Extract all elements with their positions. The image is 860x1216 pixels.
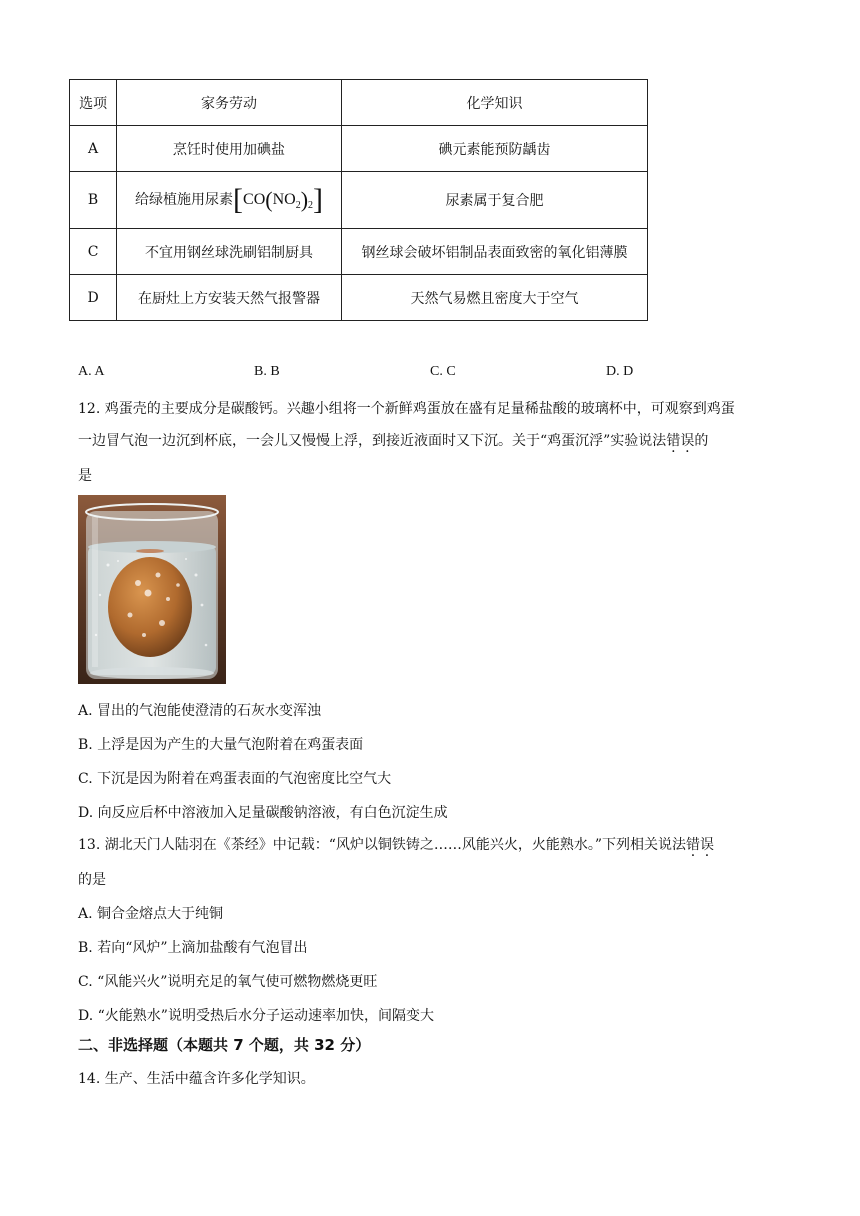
row-knowledge: 尿素属于复合肥 <box>341 172 647 229</box>
q12-stem-line2: 一边冒气泡一边沉到杯底，一会儿又慢慢上浮，到接近液面时又下沉。关于“鸡蛋沉浮”实验说法错误的 <box>78 433 709 449</box>
table-row <box>70 172 648 229</box>
q12-option-d: D. 向反应后杯中溶液加入足量碳酸钠溶液，有白色沉淀生成 <box>78 805 448 821</box>
row-knowledge: 天然气易燃且密度大于空气 <box>341 275 647 321</box>
q11-option-d: D. D <box>606 364 634 379</box>
row-option: D <box>70 275 117 321</box>
q12-option-c: C. 下沉是因为附着在鸡蛋表面的气泡密度比空气大 <box>78 771 392 787</box>
q12-stem-line1: 12. 鸡蛋壳的主要成分是碳酸钙。兴趣小组将一个新鲜鸡蛋放在盛有足量稀盐酸的玻璃杯中，可观察到鸡蛋 <box>78 401 735 417</box>
q13-stem-line2: 的是 <box>78 872 106 888</box>
urea-formula: [ CO ( NO 2 ) 2 ] <box>233 183 324 216</box>
q13-option-c: C. “风能兴火”说明充足的氧气使可燃物燃烧更旺 <box>78 974 378 990</box>
row-knowledge: 钢丝球会破坏铝制品表面致密的氧化铝薄膜 <box>341 229 647 275</box>
row-option: B <box>70 172 117 229</box>
q11-option-b: B. B <box>254 364 280 379</box>
table-row <box>70 126 648 172</box>
section-heading: 二、非选择题（本题共 7 个题，共 32 分） <box>78 1036 371 1054</box>
row-labor <box>117 172 342 229</box>
q13-option-a: A. 铜合金熔点大于纯铜 <box>78 906 224 922</box>
labor-text: 给绿植施用尿素 <box>135 192 234 208</box>
q11-options <box>78 364 778 384</box>
q11-option-c: C. C <box>430 364 456 379</box>
table-row <box>70 275 648 321</box>
egg-in-glass-photo <box>78 495 226 684</box>
q14-stem: 14. 生产、生活中蕴含许多化学知识。 <box>78 1071 315 1087</box>
row-option: A <box>70 126 117 172</box>
header-labor: 家务劳动 <box>117 80 342 126</box>
row-option: C <box>70 229 117 275</box>
table-row <box>70 229 648 275</box>
q12-stem-line3: 是 <box>78 468 92 484</box>
q13-stem-line1: 13. 湖北天门人陆羽在《茶经》中记载：“风炉以铜铁铸之……风能兴火，火能熟水。”下列相关说法错误 <box>78 837 715 853</box>
q12-option-a: A. 冒出的气泡能使澄清的石灰水变浑浊 <box>78 703 322 719</box>
header-option: 选项 <box>70 80 117 126</box>
row-labor: 烹饪时使用加碘盐 <box>117 126 342 172</box>
q12-option-b: B. 上浮是因为产生的大量气泡附着在鸡蛋表面 <box>78 737 364 753</box>
q11-option-a: A. A <box>78 364 105 379</box>
row-knowledge: 碘元素能预防龋齿 <box>341 126 647 172</box>
row-labor: 在厨灶上方安装天然气报警器 <box>117 275 342 321</box>
table-header-row <box>70 80 648 126</box>
q13-option-d: D. “火能熟水”说明受热后水分子运动速率加快，间隔变大 <box>78 1008 434 1024</box>
header-knowledge: 化学知识 <box>341 80 647 126</box>
question-table <box>69 79 648 321</box>
q13-option-b: B. 若向“风炉”上滴加盐酸有气泡冒出 <box>78 940 308 956</box>
row-labor: 不宜用钢丝球洗刷铝制厨具 <box>117 229 342 275</box>
